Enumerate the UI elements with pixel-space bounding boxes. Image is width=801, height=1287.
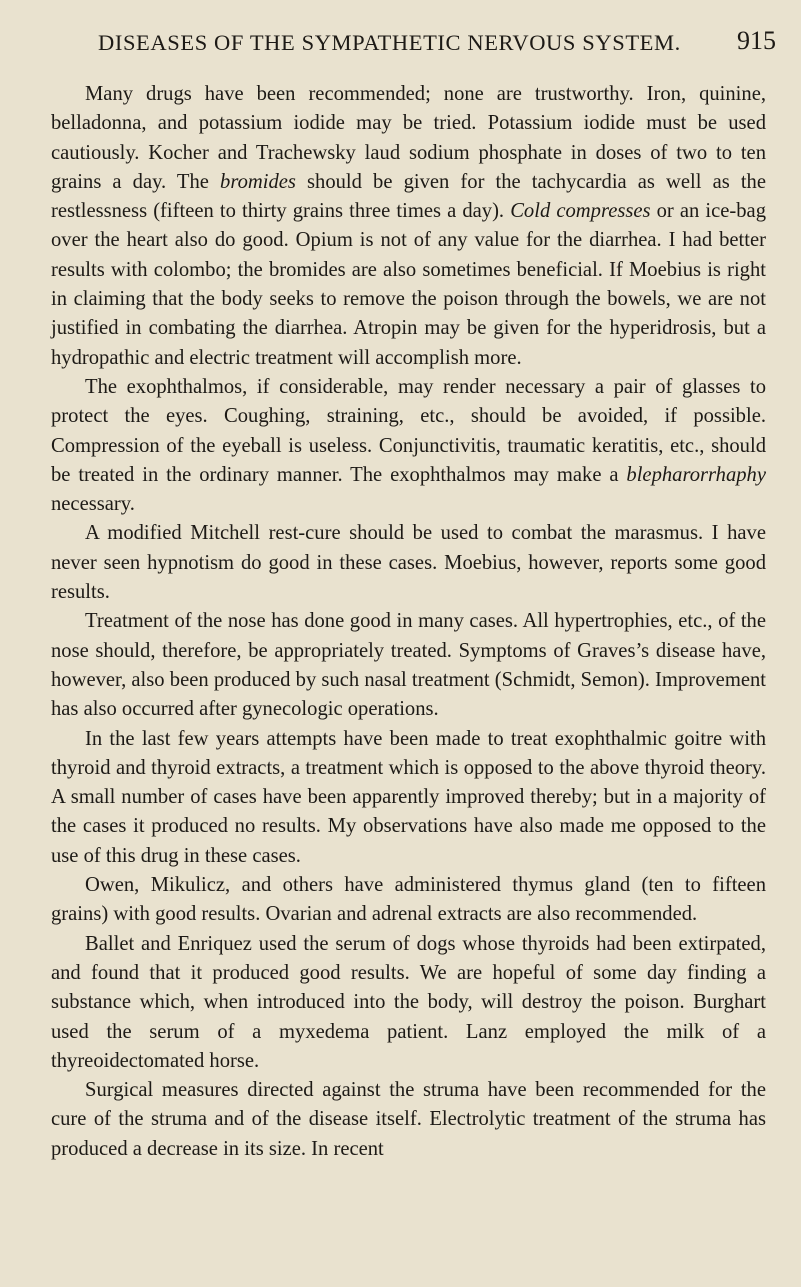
text-run: Treatment of the nose has done good in many cases. All hypertrophies, etc., of the nose should, therefore, be appropriately treated. Symptoms of Graves’s disease have, however, also been produced by such nasal treatment (Schmidt, Semon). Improvement has also occurred after gynecologic operations.: [51, 610, 766, 721]
text-run: Many drugs have been recommended; none are trustworthy. Iron, quinine, belladonna, and potassium iodide may be tried. Potassium iodide must be used cautiously. Kocher and Trachewsky laud sodium phosphate in doses of two to ten grains a day. The: [51, 83, 766, 193]
body-text: [51, 80, 766, 1164]
paragraph: [51, 80, 766, 373]
page-number: 915: [737, 26, 776, 55]
running-head: [98, 28, 776, 62]
text-run: Owen, Mikulicz, and others have administered thymus gland (ten to fifteen grains) with good results. Ovarian and adrenal extracts are also recommended.: [51, 874, 766, 926]
italic-term: bromides: [220, 170, 296, 193]
paragraph: [51, 930, 766, 1076]
italic-term: Cold compresses: [510, 200, 651, 223]
paragraph: [51, 373, 766, 519]
running-title: DISEASES OF THE SYMPATHETIC NERVOUS SYSTEM.: [98, 30, 681, 55]
italic-term: blepharorrhaphy: [626, 463, 766, 486]
text-run: The exophthalmos, if considerable, may render necessary a pair of glasses to protect the eyes. Coughing, straining, etc., should be avoided, if possible. Compression of the eyeball is useless. Conjunctivitis, traumatic keratitis, etc., should be treated in the ordinary manner. The exophthalmos may make a: [51, 375, 766, 486]
paragraph: [51, 1076, 766, 1164]
text-run: In the last few years attempts have been made to treat exophthalmic goitre with thyroid and thyroid extracts, a treatment which is opposed to the above thyroid theory. A small number of cases have been apparently improved thereby; but in a majority of the cases it produced no results. My observations have also made me opposed to the use of this drug in these cases.: [51, 727, 766, 867]
paragraph: [51, 607, 766, 724]
text-run: Surgical measures directed against the struma have been recommended for the cure of the struma and of the disease itself. Electrolytic treatment of the struma has produced a decrease in its size. In recent: [51, 1079, 766, 1160]
text-run: should be given for the tachycardia as well as the restlessness (fifteen to thirty grains three times a day).: [51, 170, 766, 223]
text-run: Ballet and Enriquez used the serum of dogs whose thyroids had been extirpated, and found that it produced good results. We are hopeful of some day finding a substance which, when introduced into the body, will destroy the poison. Burghart used the serum of a myxedema patient. Lanz employed the milk of a thyreoidectomated horse.: [51, 932, 766, 1072]
paragraph: [51, 871, 766, 930]
paragraph: [51, 519, 766, 607]
text-run: necessary.: [51, 493, 135, 516]
text-run: or an ice-bag over the heart also do good. Opium is not of any value for the diarrhea. I had better results with colombo; the bromides are also sometimes beneficial. If Moebius is right in claiming that the body seeks to remove the poison through the bowels, we are not justified in combating the diarrhea. Atropin may be given for the hyperidrosis, but a hydropathic and electric treatment will accomplish more.: [51, 200, 766, 369]
paragraph: [51, 725, 766, 871]
text-run: A modified Mitchell rest-cure should be used to combat the marasmus. I have never seen hypnotism do good in these cases. Moebius, however, reports some good results.: [51, 522, 766, 604]
